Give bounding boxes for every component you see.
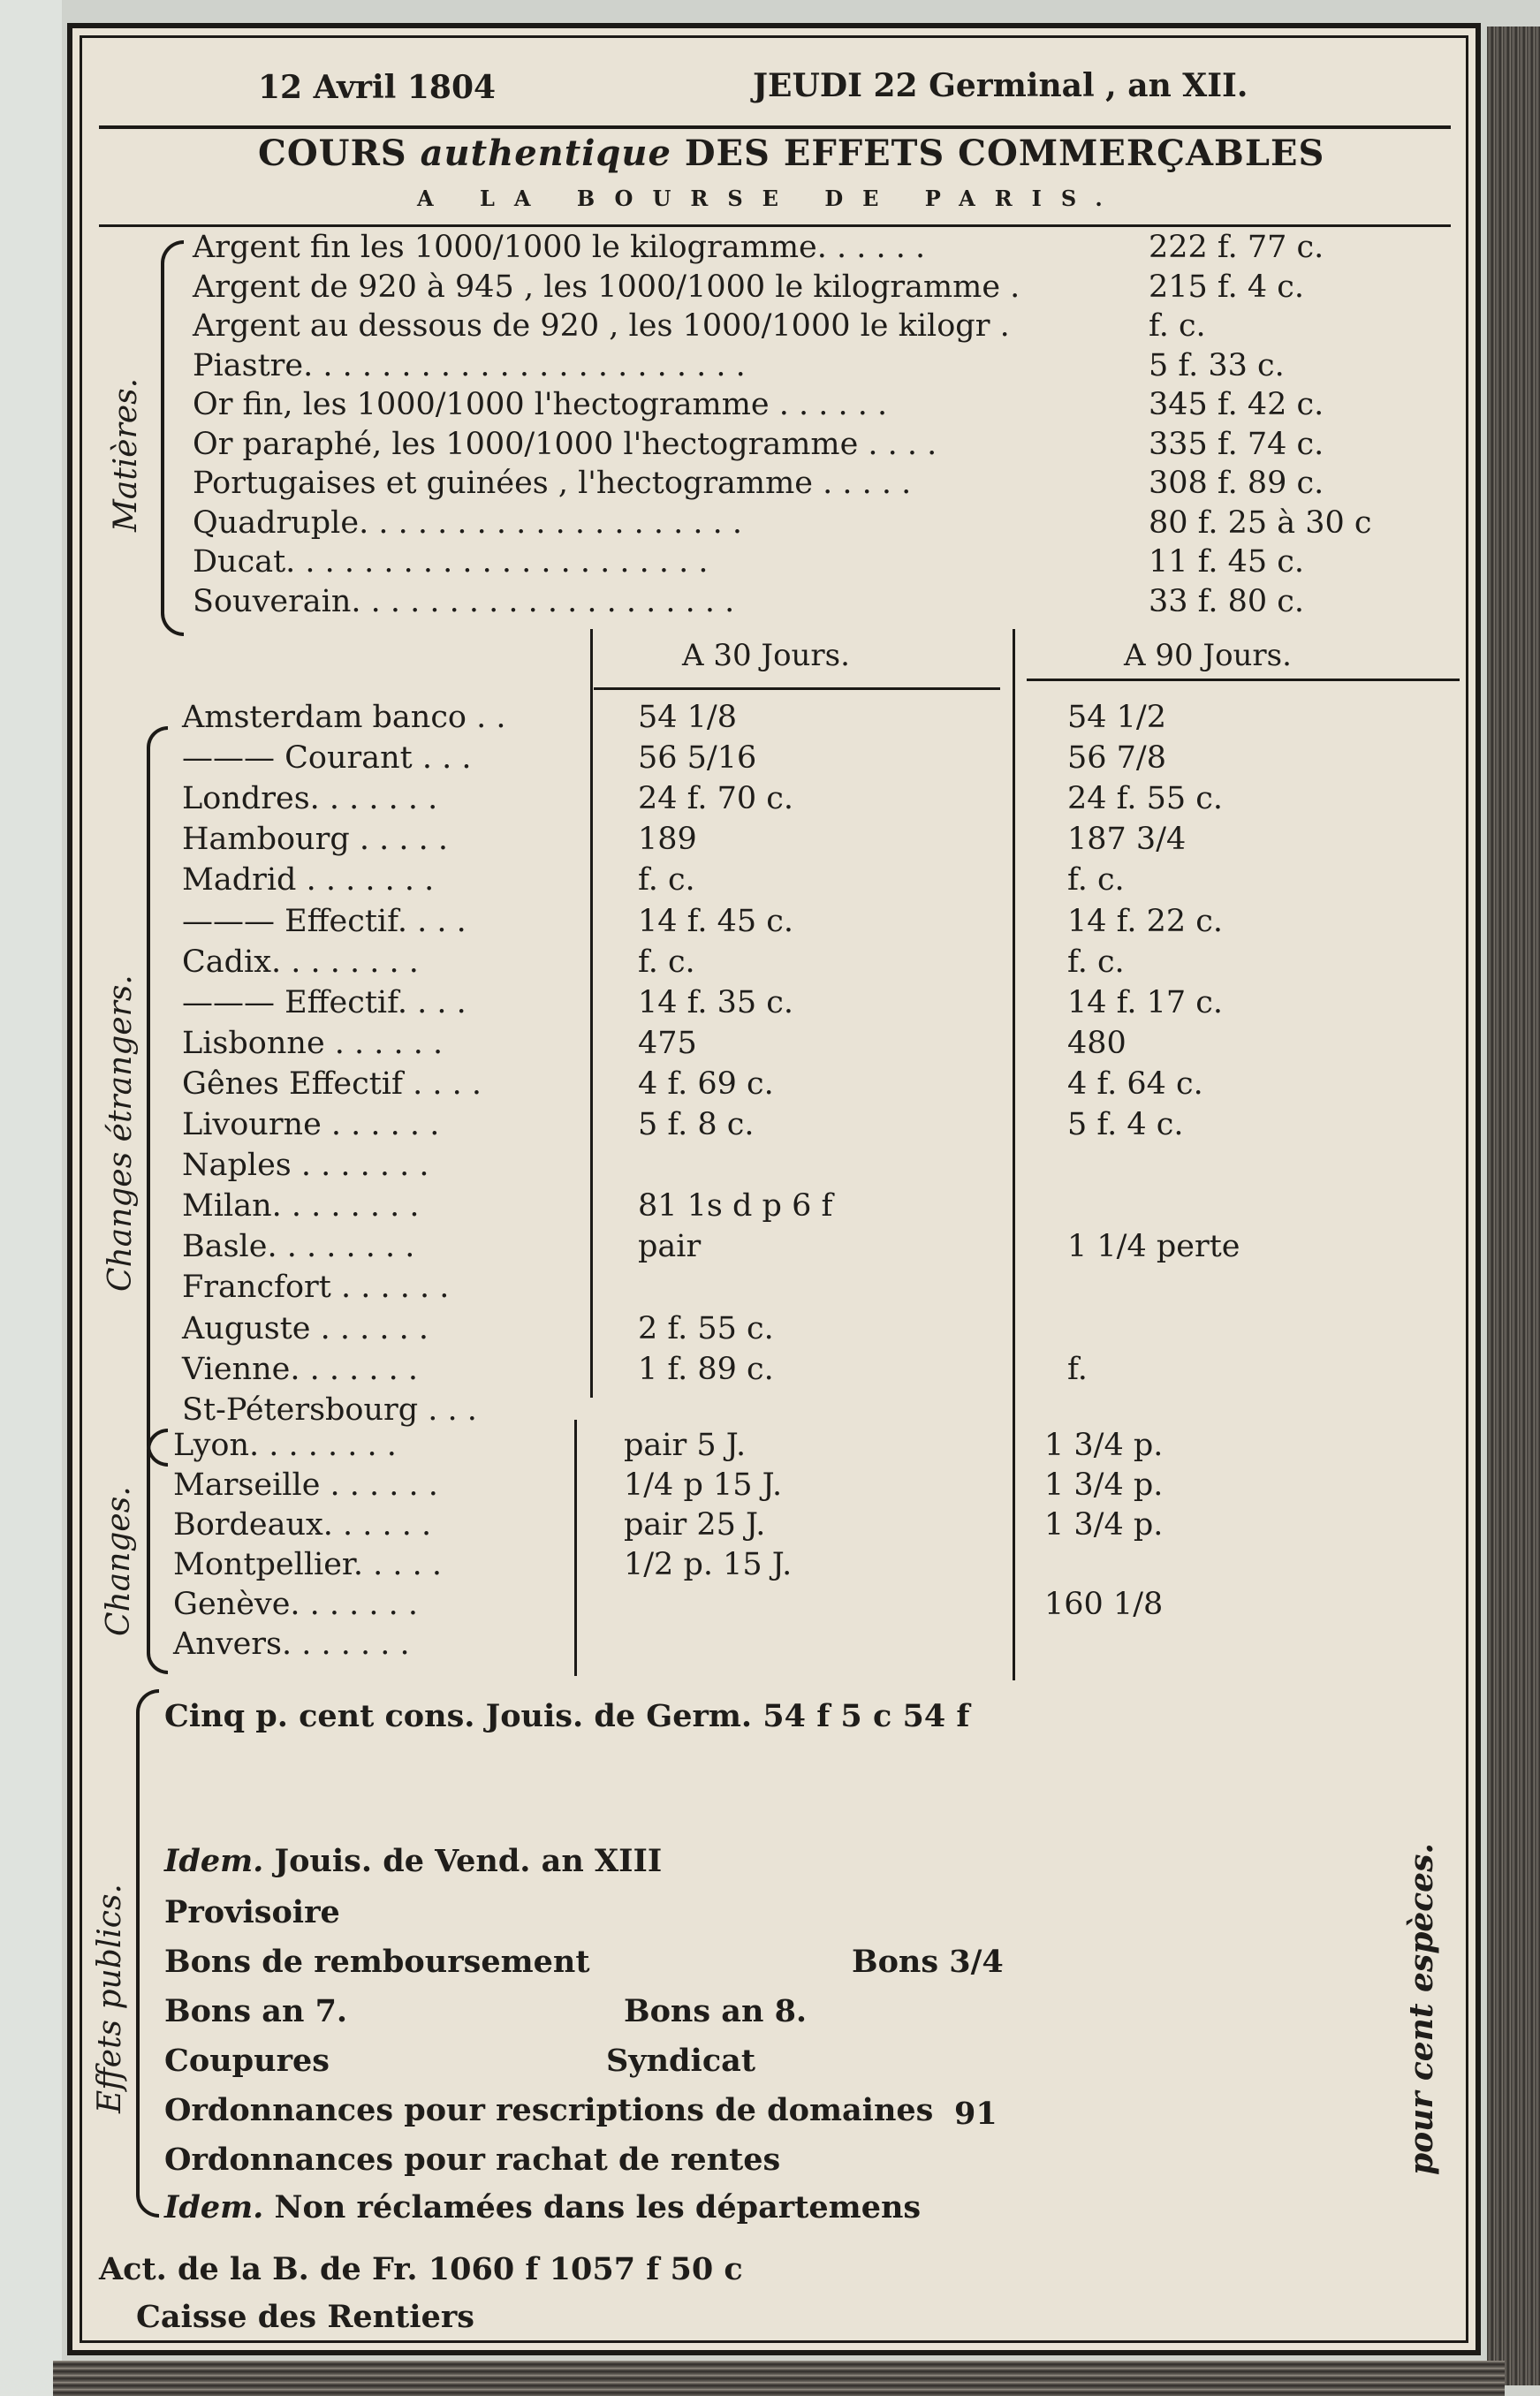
exchange-row-value-30-jours: f. c.	[638, 944, 695, 980]
domestic-exchange-row-value-30-jours: 1/4 p 15 J.	[624, 1467, 783, 1503]
matieres-row-label: Ducat. . . . . . . . . . . . . . . . . . . . . .	[193, 544, 709, 580]
domestic-exchange-row-label: Lyon. . . . . . . .	[173, 1428, 397, 1463]
date-gregorian: 12 Avril 1804	[258, 69, 497, 106]
matieres-row-value: 215 f. 4 c.	[1149, 269, 1305, 305]
exchange-row-label: Gênes Effectif . . . .	[182, 1065, 482, 1102]
bons-an-8: Bons an 8.	[624, 1993, 808, 2029]
exchange-row-value-30-jours: 4 f. 69 c.	[638, 1065, 774, 1102]
exchange-row-value-30-jours: 1 f. 89 c.	[638, 1351, 774, 1387]
matieres-row-label: Or fin, les 1000/1000 l'hectogramme . . . . . .	[193, 387, 888, 422]
matieres-row-value: 11 f. 45 c.	[1149, 544, 1305, 580]
subtitle-rule	[99, 224, 1451, 227]
exchange-row-value-90-jours: 14 f. 17 c.	[1067, 984, 1224, 1020]
matieres-row-value: 5 f. 33 c.	[1149, 347, 1285, 383]
domestic-exchange-row-value-30-jours: pair 25 J.	[624, 1507, 766, 1543]
book-page-edges	[1487, 27, 1540, 2385]
exchange-row-value-30-jours: 14 f. 35 c.	[638, 984, 794, 1020]
exchange-row-value-90-jours: 14 f. 22 c.	[1067, 903, 1224, 939]
exchange-row-value-90-jours: f. c.	[1067, 862, 1125, 898]
col-30-jours-header: A 30 Jours.	[682, 638, 850, 673]
matieres-row-label: Quadruple. . . . . . . . . . . . . . . . . . . .	[193, 504, 742, 541]
title-italic: authentique	[420, 133, 671, 174]
bons-remboursement-row: Bons de remboursement	[164, 1944, 590, 1980]
date-republican: JEUDI 22 Germinal , an XII.	[753, 67, 1248, 104]
exchange-row-label: Londres. . . . . . .	[182, 781, 438, 817]
exchange-row-label: ——— Effectif. . . .	[182, 903, 467, 939]
col-90-rule	[1027, 679, 1460, 681]
changes-etrangers-section-label: Changes étrangers.	[102, 974, 139, 1292]
bons-trois-quarts: Bons 3/4	[852, 1944, 1004, 1980]
page-subtitle: A LA BOURSE DE PARIS.	[417, 186, 1122, 211]
exchange-row-label: Francfort . . . . . .	[182, 1270, 450, 1306]
exchange-row-value-90-jours: 5 f. 4 c.	[1067, 1107, 1184, 1142]
actions-banque-france: Act. de la B. de Fr. 1060 f 1057 f 50 c	[99, 2251, 743, 2287]
domestic-exchange-row-value-90-jours: 160 1/8	[1044, 1587, 1164, 1622]
matieres-row-label: Argent au dessous de 920 , les 1000/1000 le kilogr .	[193, 308, 1010, 344]
exchange-row-value-90-jours: f. c.	[1067, 944, 1125, 980]
exchange-row-label: Livourne . . . . . .	[182, 1107, 440, 1142]
exchange-row-label: Amsterdam banco . .	[182, 700, 506, 735]
domestic-exchange-row-label: Bordeaux. . . . . .	[173, 1507, 432, 1543]
exchange-row-label: St-Pétersbourg . . .	[182, 1391, 477, 1428]
provisoire-row: Provisoire	[164, 1894, 340, 1930]
matieres-brace	[161, 240, 184, 636]
idem-vendemiaire-row	[164, 1843, 662, 1879]
exchange-row-label: Lisbonne . . . . . .	[182, 1025, 444, 1061]
exchange-row-value-30-jours: pair	[638, 1229, 702, 1265]
matieres-row-value: 335 f. 74 c.	[1149, 426, 1324, 462]
coupures: Coupures	[164, 2043, 330, 2079]
matieres-row-label: Souverain. . . . . . . . . . . . . . . . . . . .	[193, 583, 735, 619]
matieres-row-label: Argent de 920 à 945 , les 1000/1000 le kilogramme .	[193, 269, 1020, 305]
bons-an-7: Bons an 7.	[164, 1993, 348, 2029]
pour-cent-especes-note: pour cent espèces.	[1403, 1843, 1440, 2175]
cinq-pour-cent-row: Cinq p. cent cons. Jouis. de Germ. 54 f 5 c 54 f	[164, 1698, 970, 1734]
changes-etrangers-brace	[147, 726, 168, 1467]
exchange-row-label: Madrid . . . . . . .	[182, 862, 435, 898]
exchange-row-value-90-jours: 480	[1067, 1025, 1127, 1061]
matieres-row-value: 222 f. 77 c.	[1149, 230, 1324, 265]
exchange-row-value-30-jours: f. c.	[638, 862, 695, 898]
exchange-row-value-30-jours: 189	[638, 822, 697, 858]
exchange-row-value-30-jours: 475	[638, 1025, 697, 1061]
exchange-row-value-30-jours: 24 f. 70 c.	[638, 781, 794, 817]
matieres-row-value: 80 f. 25 à 30 c	[1149, 504, 1372, 541]
effets-publics-brace	[136, 1689, 159, 2218]
book-bottom-edges	[53, 2361, 1505, 2396]
exchange-row-value-90-jours: 4 f. 64 c.	[1067, 1065, 1203, 1102]
exchange-row-value-90-jours: 24 f. 55 c.	[1067, 781, 1224, 817]
matieres-row-label: Or paraphé, les 1000/1000 l'hectogramme . . . .	[193, 426, 937, 462]
title-part2: DES EFFETS COMMERÇABLES	[684, 133, 1325, 174]
exchange-row-value-90-jours: f.	[1067, 1351, 1088, 1387]
exchange-row-label: Basle. . . . . . . .	[182, 1229, 415, 1265]
idem-label: Idem.	[164, 1843, 264, 1879]
idem2-text: Non réclamées dans les départemens	[274, 2189, 922, 2225]
matieres-row-label: Portugaises et guinées , l'hectogramme . . . . .	[193, 466, 912, 501]
exchange-row-value-30-jours: 54 1/8	[638, 700, 737, 735]
matieres-row-value: 33 f. 80 c.	[1149, 583, 1305, 619]
ordonnances-rescriptions-value: 91	[954, 2096, 998, 2132]
effets-publics-section-label: Effets publics.	[92, 1884, 128, 2113]
exchange-row-value-30-jours: 2 f. 55 c.	[638, 1310, 774, 1346]
ordonnances-rachat: Ordonnances pour rachat de rentes	[164, 2142, 781, 2178]
matieres-row-label: Argent fin les 1000/1000 le kilogramme. . . . . .	[193, 230, 926, 265]
matieres-row-value: 308 f. 89 c.	[1149, 466, 1324, 501]
exchange-row-value-30-jours: 81 1s d p 6 f	[638, 1188, 833, 1225]
exchange-row-label: Cadix. . . . . . . .	[182, 944, 419, 980]
exchange-row-value-90-jours: 1 1/4 perte	[1067, 1229, 1240, 1265]
exchange-row-label: Naples . . . . . . .	[182, 1148, 429, 1184]
idem2-label: Idem.	[164, 2189, 264, 2225]
domestic-exchange-row-value-90-jours: 1 3/4 p.	[1044, 1467, 1164, 1503]
domestic-exchange-row-label: Marseille . . . . . .	[173, 1467, 438, 1503]
exchange-row-value-90-jours: 187 3/4	[1067, 822, 1187, 858]
col-90-jours-header: A 90 Jours.	[1124, 638, 1292, 673]
changes-section-label: Changes.	[101, 1486, 137, 1636]
background-strip	[0, 0, 62, 2396]
idem-non-reclamees-row	[164, 2189, 921, 2225]
exchange-row-value-90-jours: 56 7/8	[1067, 740, 1166, 777]
changes-divider	[574, 1420, 577, 1676]
domestic-exchange-row-value-30-jours: 1/2 p. 15 J.	[624, 1547, 793, 1582]
matieres-section-label: Matières.	[108, 377, 144, 532]
header-rule	[99, 125, 1451, 129]
domestic-exchange-row-value-90-jours: 1 3/4 p.	[1044, 1428, 1164, 1463]
page-title	[258, 133, 1324, 174]
exchange-row-label: Auguste . . . . . .	[182, 1310, 429, 1346]
domestic-exchange-row-label: Montpellier. . . . .	[173, 1547, 442, 1582]
syndicat: Syndicat	[606, 2043, 755, 2079]
caisse-des-rentiers: Caisse des Rentiers	[136, 2299, 475, 2335]
ordonnances-rescriptions: Ordonnances pour rescriptions de domaines	[164, 2092, 934, 2128]
exchange-row-value-30-jours: 14 f. 45 c.	[638, 903, 794, 939]
exchange-row-value-30-jours: 5 f. 8 c.	[638, 1107, 755, 1142]
exchange-row-label: ——— Courant . . .	[182, 740, 472, 777]
exchange-row-label: Hambourg . . . . .	[182, 822, 448, 858]
title-part1: COURS	[258, 133, 407, 174]
exchange-row-value-30-jours: 56 5/16	[638, 740, 757, 777]
document-page	[67, 23, 1481, 2355]
idem-text: Jouis. de Vend. an XIII	[274, 1843, 663, 1879]
domestic-exchange-row-label: Genève. . . . . . .	[173, 1587, 419, 1622]
domestic-exchange-row-value-90-jours: 1 3/4 p.	[1044, 1507, 1164, 1543]
domestic-exchange-row-label: Anvers. . . . . . .	[173, 1626, 410, 1662]
exchange-row-label: Milan. . . . . . . .	[182, 1188, 420, 1225]
matieres-row-label: Piastre. . . . . . . . . . . . . . . . . . . . . . .	[193, 347, 746, 383]
matieres-row-value: f. c.	[1149, 308, 1206, 344]
domestic-exchange-row-value-30-jours: pair 5 J.	[624, 1428, 747, 1463]
col-30-rule	[594, 687, 1000, 690]
matieres-row-value: 345 f. 42 c.	[1149, 387, 1324, 422]
column-divider-right	[1013, 629, 1015, 1680]
exchange-row-label: Vienne. . . . . . .	[182, 1351, 418, 1387]
column-divider-left	[590, 629, 593, 1398]
exchange-row-value-90-jours: 54 1/2	[1067, 700, 1166, 735]
exchange-row-label: ——— Effectif. . . .	[182, 984, 467, 1020]
changes-brace	[147, 1429, 168, 1674]
